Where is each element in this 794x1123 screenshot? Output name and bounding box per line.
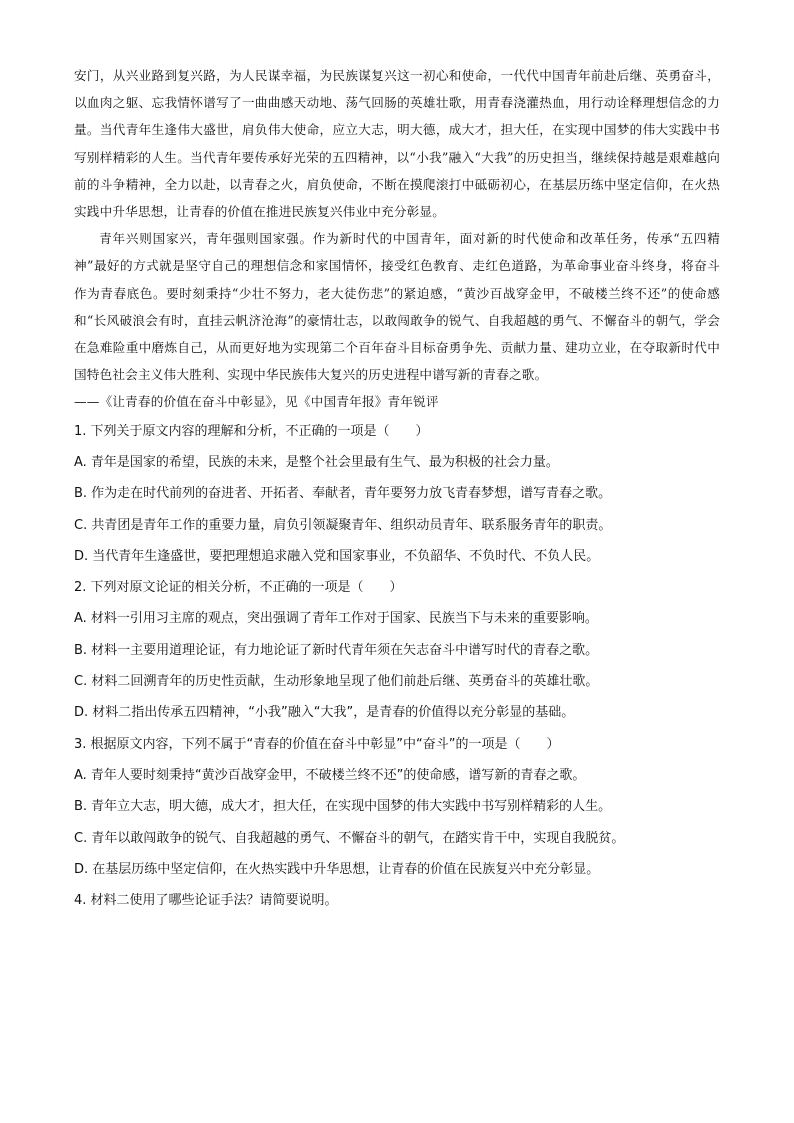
option-a: A. 青年是国家的希望，民族的未来，是整个社会里最有生气、最为积极的社会力量。 bbox=[74, 454, 559, 470]
question-1 bbox=[74, 416, 720, 572]
option-c: C. 共青团是青年工作的重要力量，肩负引领凝聚青年、组织动员青年、联系服务青年的职责。 bbox=[74, 517, 612, 533]
question-2 bbox=[74, 572, 720, 728]
option-d: D. 当代青年生逢盛世，要把理想追求融入党和国家事业，不负韶华、不负时代、不负人民。 bbox=[74, 548, 600, 564]
option-a: A. 材料一引用习主席的观点，突出强调了青年工作对于国家、民族当下与未来的重要影响。 bbox=[74, 611, 598, 627]
passage-paragraph-2: 青年兴则国家兴，青年强则国家强。作为新时代的中国青年，面对新的时代使命和改革任务，传承“五四精神”最好的方式就是坚守自己的理想信念和家国情怀，接受红色教育、走红色道路，为革命事业奋斗终身，将奋斗作为青春底色。要时刻秉持“少壮不努力，老大徒伤悲”的紧迫感，“黄沙百战穿金甲，不破楼兰终不还”的使命感和“长风破浪会有时，直挂云帆济沧海”的豪情壮志，以敢闯敢争的锐气、自我超越的勇气、不懈奋斗的朝气，学会在急难险重中磨炼自己，从而更好地为实现第二个百年奋斗目标奋勇争先、贡献力量、建功立业，在夺取新时代中国特色社会主义伟大胜利、实现中华民族伟大复兴的历史进程中谱写新的青春之歌。 bbox=[74, 231, 720, 383]
option-d: D. 在基层历练中坚定信仰，在火热实践中升华思想，让青春的价值在民族复兴中充分彰显。 bbox=[74, 861, 600, 877]
passage-paragraph-1: 安门，从兴业路到复兴路，为人民谋幸福，为民族谋复兴这一初心和使命，一代代中国青年前赴后继、英勇奋斗，以血肉之躯、忘我情怀谱写了一曲曲感天动地、荡气回肠的英雄壮歌，用青春浇灌热血，用行动诠释理想信念的力量。当代青年生逢伟大盛世，肩负伟大使命，应立大志，明大德，成大才，担大任，在实现中国梦的伟大实践中书写别样精彩的人生。当代青年要传承好光荣的五四精神，以“小我”融入“大我”的历史担当，继续保持越是艰难越向前的斗争精神，全力以赴，以青春之火，肩负使命，不断在摸爬滚打中砥砺初心，在基层历练中坚定信仰，在火热实践中升华思想，让青春的价值在推进民族复兴伟业中充分彰显。 bbox=[74, 68, 720, 220]
question-list bbox=[74, 416, 720, 917]
question-stem: 3. 根据原文内容，下列不属于“青春的价值在奋斗中彰显”中“奋斗”的一项是（ ） bbox=[74, 736, 560, 752]
option-d: D. 材料二指出传承五四精神，“小我”融入“大我”，是青春的价值得以充分彰显的基础。 bbox=[74, 705, 575, 721]
question-3 bbox=[74, 729, 720, 885]
reading-passage bbox=[74, 62, 720, 416]
option-c: C. 青年以敢闯敢争的锐气、自我超越的勇气、不懈奋斗的朝气，在踏实肯干中，实现自我脱贫。 bbox=[74, 830, 625, 846]
option-b: B. 作为走在时代前列的奋进者、开拓者、奉献者，青年要努力放飞青春梦想，谱写青春之歌。 bbox=[74, 486, 612, 502]
question-4 bbox=[74, 885, 720, 916]
question-stem: 1. 下列关于原文内容的理解和分析，不正确的一项是（ ） bbox=[74, 423, 429, 439]
option-a: A. 青年人要时刻秉持“黄沙百战穿金甲，不破楼兰终不还”的使命感，谱写新的青春之歌。 bbox=[74, 767, 586, 783]
option-c: C. 材料二回溯青年的历史性贡献，生动形象地呈现了他们前赴后继、英勇奋斗的英雄壮歌。 bbox=[74, 674, 599, 690]
option-b: B. 青年立大志，明大德，成大才，担大任，在实现中国梦的伟大实践中书写别样精彩的人生。 bbox=[74, 799, 612, 815]
option-b: B. 材料一主要用道理论证，有力地论证了新时代青年须在矢志奋斗中谱写时代的青春之歌。 bbox=[74, 642, 599, 658]
passage-source: ——《让青春的价值在奋斗中彰显》，见《中国青年报》青年锐评 bbox=[74, 394, 439, 410]
question-stem: 2. 下列对原文论证的相关分析，不正确的一项是（ ） bbox=[74, 580, 403, 596]
question-stem: 4. 材料二使用了哪些论证手法？请简要说明。 bbox=[74, 893, 338, 909]
